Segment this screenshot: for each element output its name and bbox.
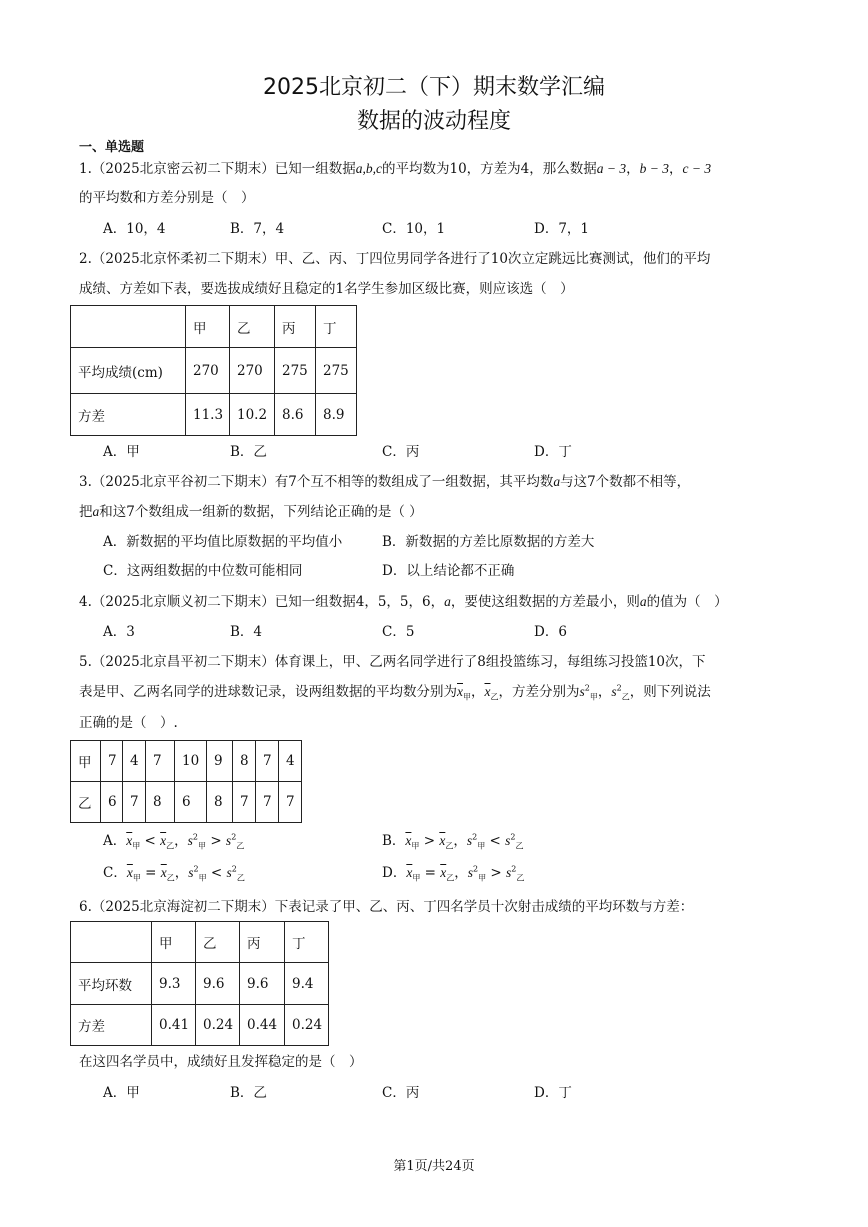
table-cell: 6: [175, 782, 207, 823]
q2-line1: 2.（2025北京怀柔初二下期末）甲、乙、丙、丁四位男同学各进行了10次立定跳远比赛测试，他们的平均: [79, 251, 711, 267]
q4-option-a: A．3: [103, 624, 135, 640]
q3-option-d: D．以上结论都不正确: [382, 563, 515, 579]
q5-line3: 正确的是（ ）.: [79, 715, 178, 731]
table-cell: 甲: [152, 922, 196, 963]
table-cell: 7: [256, 782, 279, 823]
table-cell: 275: [316, 348, 357, 394]
table-cell: 平均成绩(cm): [71, 348, 186, 394]
q5-option-b: B．$\overline{x}_甲 > \overline{x}_乙$，$s^2_甲 < s^2_乙$: [382, 832, 524, 851]
table-cell: 275: [275, 348, 316, 394]
section-heading: 一、单选题: [79, 140, 145, 155]
q4-option-d: D．6: [534, 624, 567, 640]
table-cell: 9.6: [240, 963, 285, 1005]
q1-line1: 1.（2025北京密云初二下期末）已知一组数据a,b,c的平均数为10，方差为4，那么数据a − 3，b − 3，c − 3: [79, 161, 712, 177]
q4-option-c: C．5: [382, 624, 415, 640]
table-cell: 8.9: [316, 394, 357, 436]
q1-option-c: C．10，1: [382, 221, 446, 237]
table-cell: 乙: [196, 922, 240, 963]
table-cell: 丙: [240, 922, 285, 963]
table-row: [71, 394, 357, 436]
table-cell: 7: [279, 782, 302, 823]
q5-option-d: D．$\overline{x}_甲 = \overline{x}_乙$，$s^2_甲 > s^2_乙$: [382, 864, 525, 883]
table-cell: 11.3: [186, 394, 230, 436]
q5-option-c: C．$\overline{x}_甲 = \overline{x}_乙$，$s^2_甲 < s^2_乙$: [103, 864, 245, 883]
q1-option-a: A．10，4: [103, 221, 166, 237]
q4-option-b: B．4: [230, 624, 263, 640]
q6-after-text: 在这四名学员中，成绩好且发挥稳定的是（ ）: [79, 1054, 363, 1070]
table-cell: 甲: [186, 306, 230, 348]
table-cell: 8: [233, 741, 256, 782]
table-cell: 8.6: [275, 394, 316, 436]
table-row: [71, 963, 329, 1005]
table-cell: 平均环数: [71, 963, 152, 1005]
table-cell: [71, 922, 152, 963]
table-row: [71, 741, 302, 782]
table-row: [71, 1005, 329, 1046]
q4-line1: 4.（2025北京顺义初二下期末）已知一组数据4，5，5，6，a，要使这组数据的方差最小，则a的值为（ ）: [79, 594, 728, 610]
q1-line2: 的平均数和方差分别是（ ）: [79, 190, 255, 206]
table-cell: 0.44: [240, 1005, 285, 1046]
table-cell: 0.24: [196, 1005, 240, 1046]
document-subtitle: 数据的波动程度: [356, 109, 511, 134]
q1-option-d: D．7，1: [534, 221, 590, 237]
q2-table: [70, 305, 357, 436]
table-cell: 270: [230, 348, 275, 394]
q3-line1: 3.（2025北京平谷初二下期末）有7个互不相等的数组成了一组数据，其平均数a与这7个数都不相等，: [79, 474, 691, 490]
q5-line1: 5.（2025北京昌平初二下期末）体育课上，甲、乙两名同学进行了8组投篮练习，每组练习投篮10次，下: [79, 654, 706, 670]
table-cell: 8: [146, 782, 175, 823]
document-title: 2025北京初二（下）期末数学汇编: [263, 75, 605, 100]
table-cell: 10: [175, 741, 207, 782]
q2-line2: 成绩、方差如下表，要选拔成绩好且稳定的1名学生参加区级比赛，则应该选（ ）: [79, 281, 574, 297]
table-cell: 0.24: [285, 1005, 329, 1046]
q2-table-header: [71, 306, 357, 348]
q3-option-b: B．新数据的方差比原数据的方差大: [382, 534, 595, 550]
table-cell: 9.4: [285, 963, 329, 1005]
table-cell: 7: [146, 741, 175, 782]
table-cell: 7: [233, 782, 256, 823]
table-cell: 9.3: [152, 963, 196, 1005]
table-cell: 7: [256, 741, 279, 782]
q6-option-a: A．甲: [103, 1085, 140, 1101]
q2-option-c: C．丙: [382, 444, 420, 460]
table-cell: 7: [101, 741, 123, 782]
table-cell: 方差: [71, 394, 186, 436]
q6-line1: 6.（2025北京海淀初二下期末）下表记录了甲、乙、丙、丁四名学员十次射击成绩的平均环数与方差：: [79, 899, 694, 915]
q2-option-d: D．丁: [534, 444, 572, 460]
q5-option-a: A．$\overline{x}_甲 < \overline{x}_乙$，$s^2_甲 > s^2_乙$: [103, 832, 245, 851]
q5-table: [70, 740, 302, 823]
table-row: [71, 348, 357, 394]
q6-option-c: C．丙: [382, 1085, 420, 1101]
table-cell: 4: [279, 741, 302, 782]
q6-option-b: B．乙: [230, 1085, 267, 1101]
q3-line2: 把a和这7个数组成一组新的数据，下列结论正确的是（ ）: [79, 504, 423, 520]
table-cell: 270: [186, 348, 230, 394]
q1-vars: a,b,c: [355, 161, 382, 176]
q6-table: [70, 921, 329, 1046]
table-cell: 乙: [71, 782, 101, 823]
q6-table-header: [71, 922, 329, 963]
q2-option-b: B．乙: [230, 444, 267, 460]
table-cell: [71, 306, 186, 348]
table-cell: 7: [123, 782, 146, 823]
table-row: [71, 782, 302, 823]
table-cell: 乙: [230, 306, 275, 348]
table-cell: 9.6: [196, 963, 240, 1005]
table-cell: 8: [207, 782, 233, 823]
table-cell: 丙: [275, 306, 316, 348]
table-cell: 丁: [316, 306, 357, 348]
q6-option-d: D．丁: [534, 1085, 572, 1101]
table-cell: 丁: [285, 922, 329, 963]
table-cell: 10.2: [230, 394, 275, 436]
q2-option-a: A．甲: [103, 444, 140, 460]
table-cell: 6: [101, 782, 123, 823]
q1-option-b: B．7，4: [230, 221, 285, 237]
q3-option-c: C．这两组数据的中位数可能相同: [103, 563, 303, 579]
table-cell: 0.41: [152, 1005, 196, 1046]
q5-line2: 表是甲、乙两名同学的进球数记录，设两组数据的平均数分别为$\overline{x}_甲$，$\overline{x}_乙$，方差分别为$s^2_甲$，$s^2_乙$，则下列说法: [79, 683, 711, 702]
table-cell: 9: [207, 741, 233, 782]
table-cell: 甲: [71, 741, 101, 782]
table-cell: 4: [123, 741, 146, 782]
page-footer: 第1页/共24页: [393, 1159, 475, 1174]
q3-option-a: A．新数据的平均值比原数据的平均值小: [103, 534, 343, 550]
table-cell: 方差: [71, 1005, 152, 1046]
